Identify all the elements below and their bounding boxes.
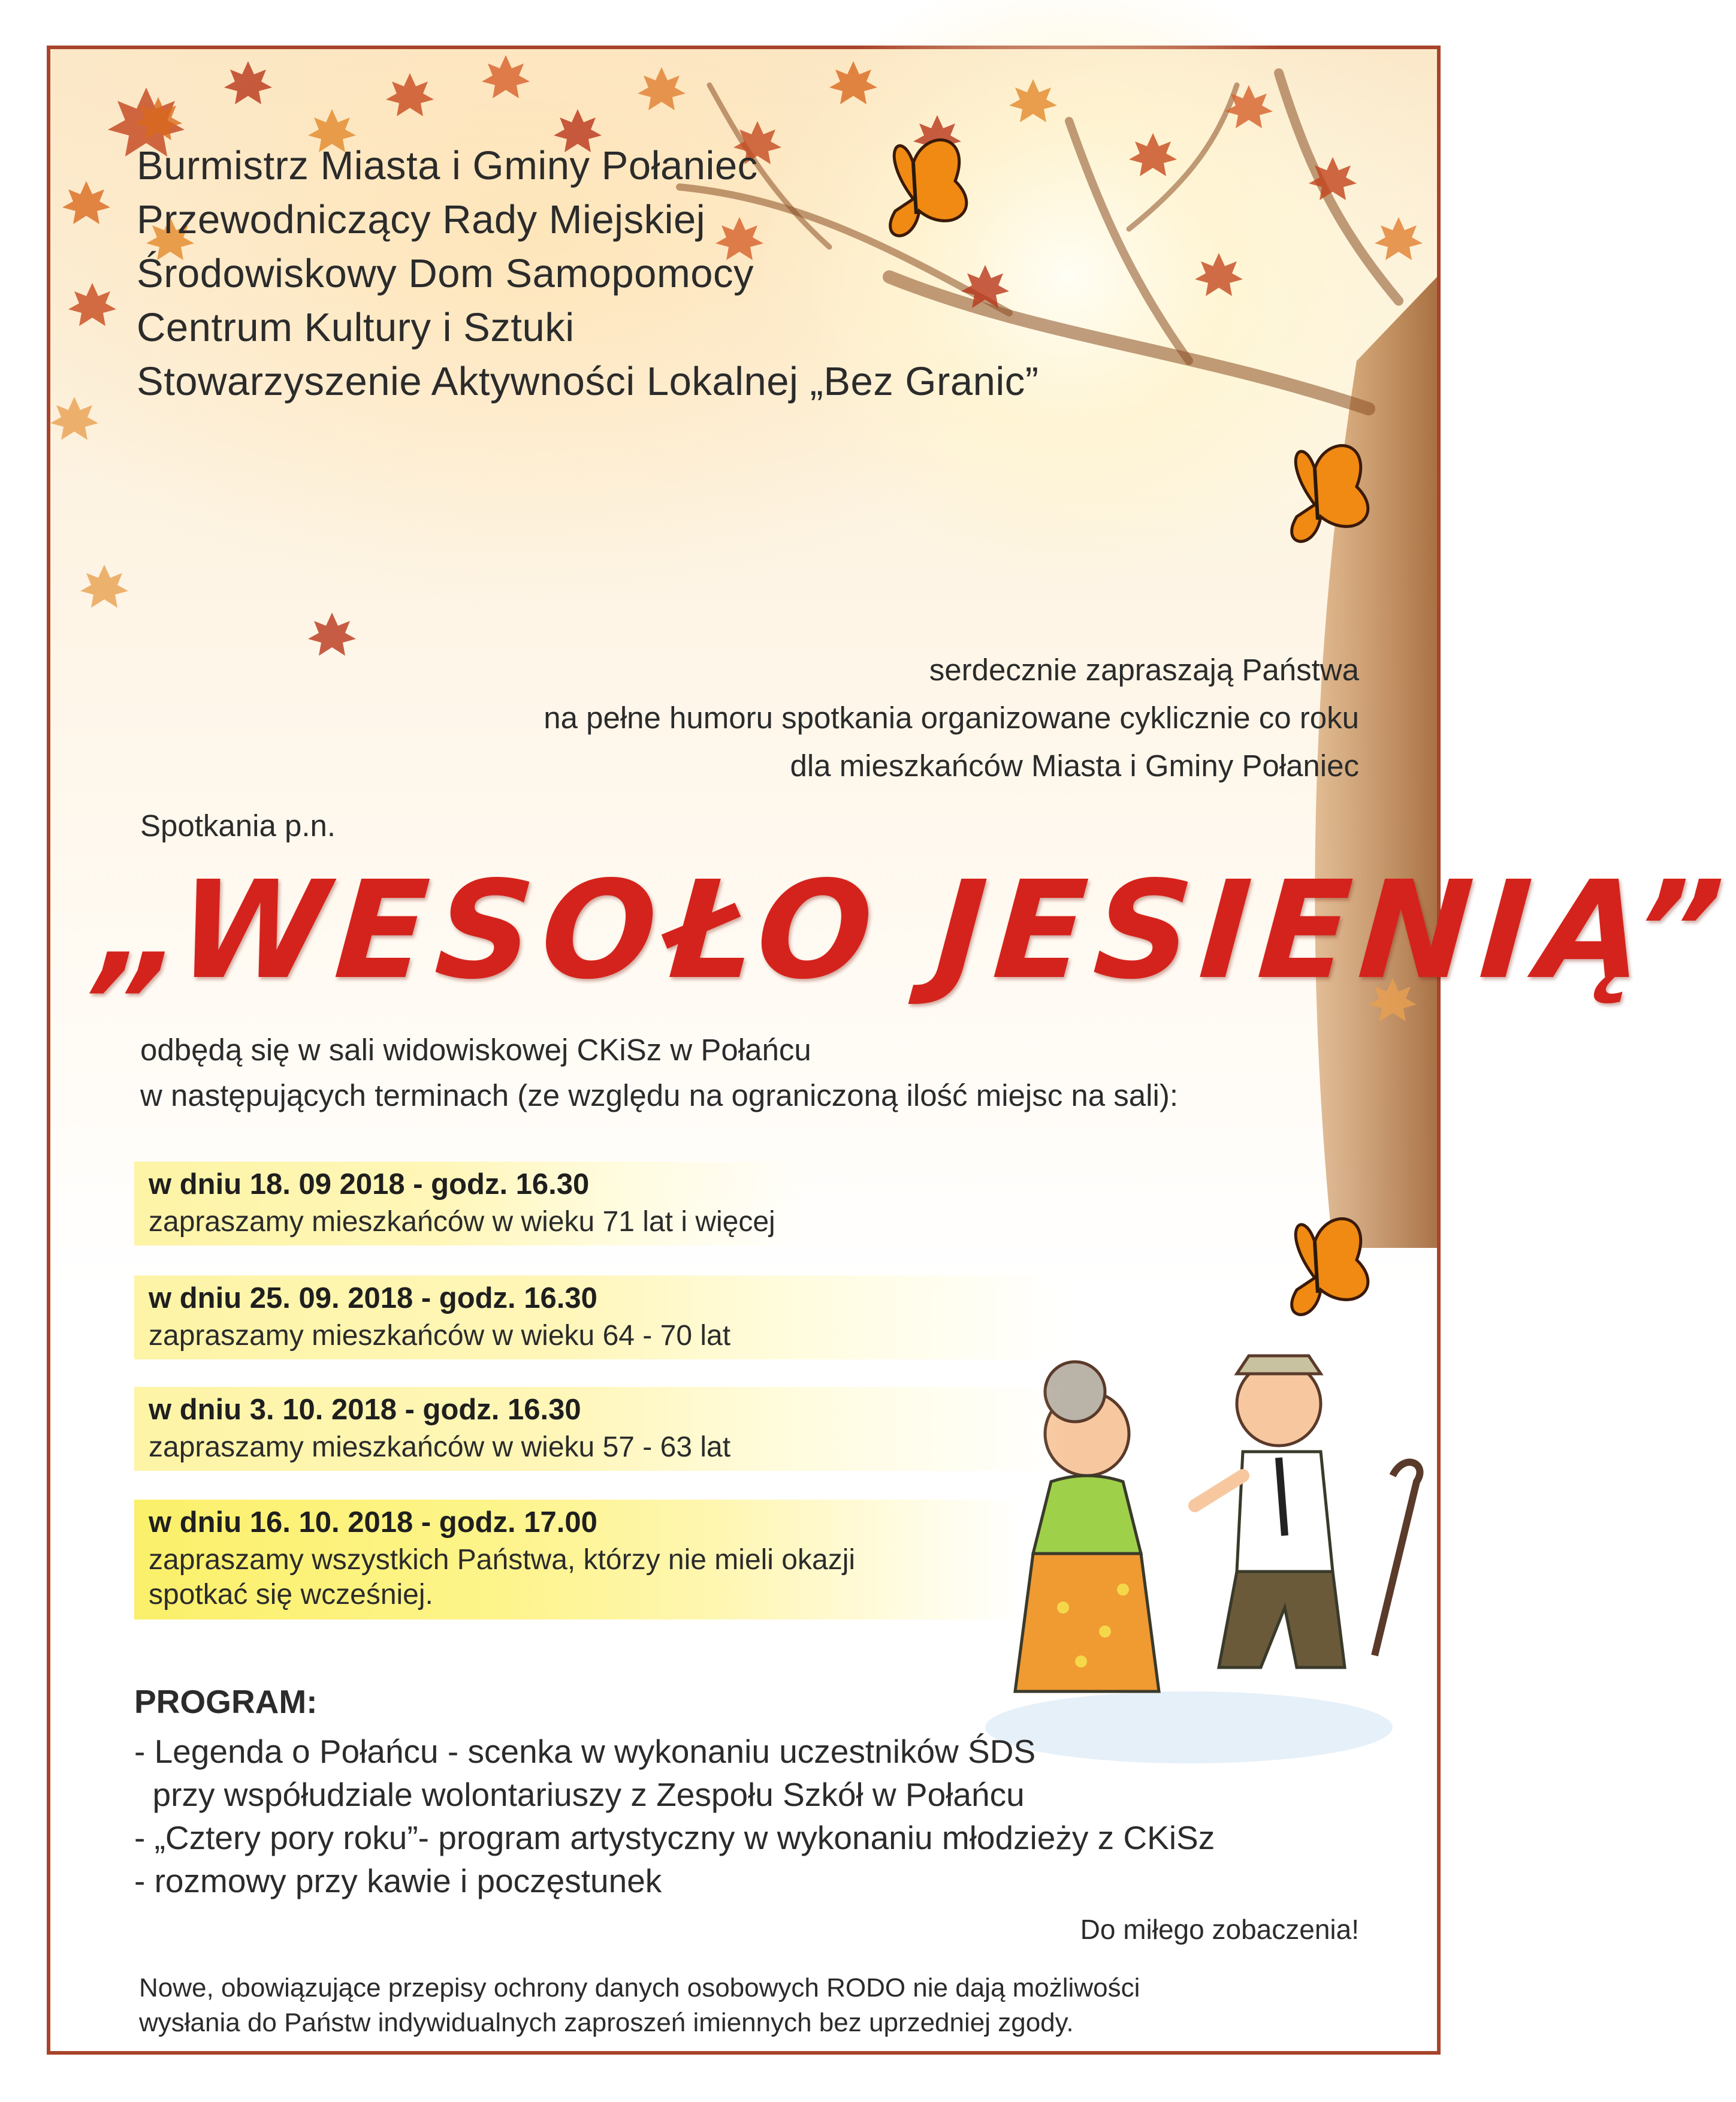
rodo-note: Nowe, obowiązujące przepisy ochrony danych osobowych RODO nie dają możliwości bbox=[139, 1973, 1140, 2003]
date-when: w dniu 25. 09. 2018 - godz. 16.30 bbox=[149, 1282, 597, 1314]
lead-text: Spotkania p.n. bbox=[140, 809, 336, 843]
date-audience: spotkać się wcześniej. bbox=[149, 1579, 433, 1611]
organizer-line: Przewodniczący Rady Miejskiej bbox=[137, 197, 706, 242]
rodo-note: wysłania do Państw indywidualnych zaproszeń imiennych bez uprzedniej zgody. bbox=[139, 2008, 1074, 2037]
date-audience: zapraszamy wszystkich Państwa, którzy nie mieli okazji bbox=[149, 1544, 856, 1576]
organizer-line: Środowiskowy Dom Samopomocy bbox=[137, 251, 754, 296]
date-audience: zapraszamy mieszkańców w wieku 57 - 63 lat bbox=[149, 1431, 731, 1463]
date-when: w dniu 18. 09 2018 - godz. 16.30 bbox=[149, 1168, 590, 1201]
venue-line: odbędą się w sali widowiskowej CKiSz w Połańcu bbox=[140, 1033, 811, 1067]
organizer-line: Burmistrz Miasta i Gminy Połaniec bbox=[137, 143, 758, 188]
venue-line: w następujących terminach (ze względu na ograniczoną ilość miejsc na sali): bbox=[140, 1078, 1178, 1112]
date-block bbox=[134, 1387, 1069, 1471]
program-item: - „Cztery pory roku”- program artystyczny w wykonaniu młodzieży z CKiSz bbox=[134, 1819, 1215, 1856]
organizer-line: Centrum Kultury i Sztuki bbox=[137, 305, 575, 350]
event-title: „WESOŁO JESIENIĄ” bbox=[92, 852, 1736, 1009]
program-item: przy współudziale wolontariuszy z Zespołu Szkół w Połańcu bbox=[134, 1776, 1025, 1813]
invitation-line: dla mieszkańców Miasta i Gminy Połaniec bbox=[790, 749, 1359, 783]
program-item: - rozmowy przy kawie i poczęstunek bbox=[134, 1862, 662, 1899]
date-block bbox=[134, 1275, 1069, 1359]
date-block bbox=[134, 1162, 805, 1245]
invitation-line: na pełne humoru spotkania organizowane cyklicznie co roku bbox=[544, 701, 1359, 735]
date-when: w dniu 16. 10. 2018 - godz. 17.00 bbox=[149, 1506, 597, 1539]
invitation-line: serdecznie zapraszają Państwa bbox=[929, 653, 1359, 687]
program-heading: PROGRAM: bbox=[134, 1683, 318, 1720]
organizer-line: Stowarzyszenie Aktywności Lokalnej „Bez Granic” bbox=[137, 359, 1039, 404]
poster-frame bbox=[47, 46, 1736, 2055]
date-audience: zapraszamy mieszkańców w wieku 71 lat i więcej bbox=[149, 1206, 775, 1238]
program-item: - Legenda o Połańcu - scenka w wykonaniu uczestników ŚDS bbox=[134, 1733, 1036, 1770]
butterfly-icon bbox=[1292, 1219, 1368, 1314]
closing-text: Do miłego zobaczenia! bbox=[1080, 1914, 1359, 1945]
date-when: w dniu 3. 10. 2018 - godz. 16.30 bbox=[149, 1394, 581, 1426]
date-audience: zapraszamy mieszkańców w wieku 64 - 70 lat bbox=[149, 1320, 731, 1352]
date-block bbox=[134, 1500, 1021, 1620]
